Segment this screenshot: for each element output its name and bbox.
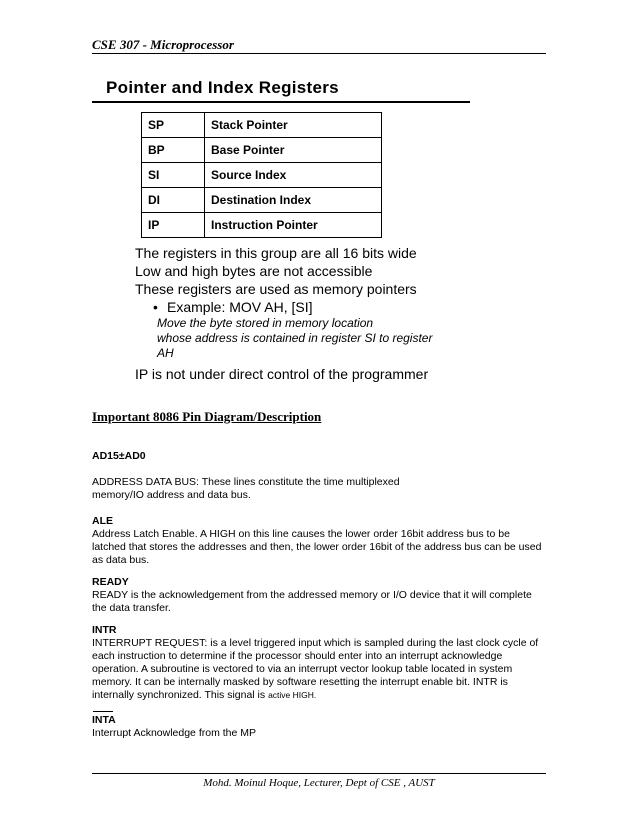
pin-name-with-overbar — [92, 714, 544, 727]
pin-name: READY — [92, 576, 129, 588]
point-text: IP is not under direct control of the programmer — [135, 366, 429, 382]
pin-desc: Address Latch Enable. A HIGH on this line causes the lower order 16bit address bus to be latched that stores the addresses and then, the lower order 16bit of the address bus can be used as data bus. — [92, 528, 542, 566]
pin-block-ale — [92, 515, 544, 567]
page-header-title: CSE 307 - Microprocessor — [92, 37, 234, 52]
slide-points — [135, 244, 432, 383]
slide-title-underline — [92, 101, 470, 103]
section-heading: Important 8086 Pin Diagram/Description — [92, 409, 322, 424]
pin-block-inta — [92, 714, 544, 740]
pin-name: AD15±AD0 — [92, 450, 146, 462]
table-row — [142, 163, 382, 188]
pin-name: ALE — [92, 515, 113, 527]
example-text: • Example: MOV AH, [SI] — [135, 298, 432, 316]
table-row — [142, 188, 382, 213]
point-text: Low and high bytes are not accessible — [135, 263, 373, 279]
register-table — [141, 112, 382, 238]
table-row — [142, 213, 382, 238]
register-name: Base Pointer — [205, 138, 382, 163]
active-high-label: active HIGH. — [268, 690, 317, 700]
pin-desc-text: INTERRUPT REQUEST: is a level triggered input which is sampled during the last clock cycle of each instruction to determine if the processor should enter into an interrupt acknowledge operation. A subroutine is vectored to via an interrupt vector lookup table located in system memory. It can be internally masked by software resetting the interrupt enable bit. INTR is internally synchronized. This signal is — [92, 637, 539, 701]
register-name: Instruction Pointer — [205, 213, 382, 238]
pin-descriptions — [92, 450, 544, 740]
register-name: Source Index — [205, 163, 382, 188]
register-abbr: SP — [142, 113, 205, 138]
table-row — [142, 113, 382, 138]
example-note-line: Move the byte stored in memory location — [157, 316, 374, 330]
footer-divider — [92, 773, 546, 774]
point-text: These registers are used as memory pointers — [135, 281, 417, 297]
pin-name: INTA — [92, 714, 116, 726]
pin-desc: ADDRESS DATA BUS: These lines constitute the time multiplexed memory/IO address and data bus. — [92, 476, 400, 501]
register-abbr: DI — [142, 188, 205, 213]
table-row — [142, 138, 382, 163]
pin-block-ready — [92, 576, 544, 615]
register-abbr: BP — [142, 138, 205, 163]
example-note-line: whose address is contained in register SI to register — [157, 331, 433, 345]
register-name: Stack Pointer — [205, 113, 382, 138]
register-abbr: IP — [142, 213, 205, 238]
pin-desc — [92, 637, 544, 702]
header-divider — [92, 53, 546, 54]
example-note-line: AH — [157, 346, 174, 360]
overbar — [93, 711, 113, 712]
pin-desc: Interrupt Acknowledge from the MP — [92, 727, 256, 739]
register-name: Destination Index — [205, 188, 382, 213]
pin-name: INTR — [92, 624, 117, 636]
slide-title: Pointer and Index Registers — [106, 78, 339, 97]
register-abbr: SI — [142, 163, 205, 188]
pin-block-intr — [92, 624, 544, 702]
footer-text: Mohd. Moinul Hoque, Lecturer, Dept of CSE , AUST — [203, 777, 435, 789]
pin-block-ad — [92, 450, 544, 502]
point-text: The registers in this group are all 16 bits wide — [135, 245, 417, 261]
pin-desc: READY is the acknowledgement from the addressed memory or I/O device that it will complete the data transfer. — [92, 589, 532, 614]
